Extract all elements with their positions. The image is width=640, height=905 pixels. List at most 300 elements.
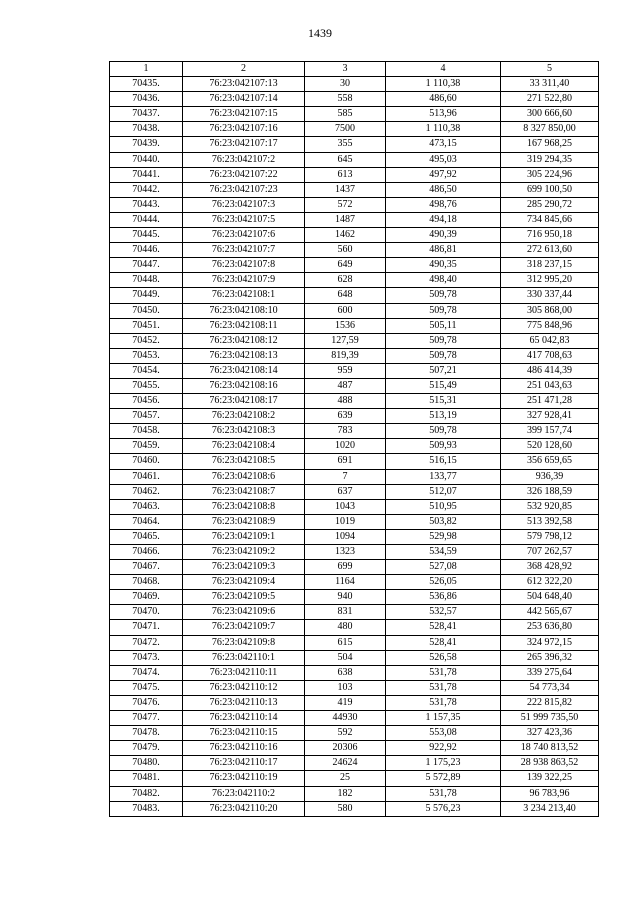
row-number-cell: 70442. bbox=[110, 182, 183, 197]
value-cell: 486 414,39 bbox=[501, 363, 599, 378]
cadastral-number-cell: 76:23:042108:4 bbox=[183, 439, 305, 454]
area-cell: 182 bbox=[305, 786, 386, 801]
row-number-cell: 70483. bbox=[110, 801, 183, 816]
area-cell: 487 bbox=[305, 378, 386, 393]
row-number-cell: 70472. bbox=[110, 635, 183, 650]
row-number-cell: 70449. bbox=[110, 288, 183, 303]
area-cell: 1487 bbox=[305, 212, 386, 227]
table-row bbox=[110, 635, 599, 650]
value-cell: 339 275,64 bbox=[501, 665, 599, 680]
row-number-cell: 70482. bbox=[110, 786, 183, 801]
table-row bbox=[110, 152, 599, 167]
cadastral-number-cell: 76:23:042108:12 bbox=[183, 333, 305, 348]
page-number: 1439 bbox=[308, 26, 332, 40]
row-number-cell: 70443. bbox=[110, 197, 183, 212]
row-number-cell: 70444. bbox=[110, 212, 183, 227]
header-col-1: 1 bbox=[110, 62, 183, 77]
rate-cell: 509,93 bbox=[386, 439, 501, 454]
cadastral-number-cell: 76:23:042108:13 bbox=[183, 348, 305, 363]
row-number-cell: 70474. bbox=[110, 665, 183, 680]
rate-cell: 473,15 bbox=[386, 137, 501, 152]
area-cell: 572 bbox=[305, 197, 386, 212]
value-cell: 222 815,82 bbox=[501, 695, 599, 710]
cadastral-number-cell: 76:23:042107:6 bbox=[183, 228, 305, 243]
area-cell: 649 bbox=[305, 258, 386, 273]
row-number-cell: 70452. bbox=[110, 333, 183, 348]
row-number-cell: 70465. bbox=[110, 529, 183, 544]
cadastral-number-cell: 76:23:042109:6 bbox=[183, 605, 305, 620]
value-cell: 65 042,83 bbox=[501, 333, 599, 348]
value-cell: 775 848,96 bbox=[501, 318, 599, 333]
row-number-cell: 70467. bbox=[110, 560, 183, 575]
area-cell: 1043 bbox=[305, 499, 386, 514]
table-row bbox=[110, 484, 599, 499]
table-row bbox=[110, 680, 599, 695]
rate-cell: 922,92 bbox=[386, 741, 501, 756]
value-cell: 356 659,65 bbox=[501, 454, 599, 469]
area-cell: 783 bbox=[305, 424, 386, 439]
rate-cell: 494,18 bbox=[386, 212, 501, 227]
row-number-cell: 70480. bbox=[110, 756, 183, 771]
area-cell: 419 bbox=[305, 695, 386, 710]
table-row bbox=[110, 137, 599, 152]
value-cell: 936,39 bbox=[501, 469, 599, 484]
table-row bbox=[110, 786, 599, 801]
rate-cell: 490,35 bbox=[386, 258, 501, 273]
value-cell: 612 322,20 bbox=[501, 575, 599, 590]
area-cell: 44930 bbox=[305, 711, 386, 726]
table-row bbox=[110, 695, 599, 710]
rate-cell: 526,05 bbox=[386, 575, 501, 590]
cadastral-number-cell: 76:23:042108:1 bbox=[183, 288, 305, 303]
rate-cell: 509,78 bbox=[386, 288, 501, 303]
value-cell: 579 798,12 bbox=[501, 529, 599, 544]
rate-cell: 509,78 bbox=[386, 348, 501, 363]
cadastral-number-cell: 76:23:042107:13 bbox=[183, 77, 305, 92]
table-row bbox=[110, 590, 599, 605]
cadastral-number-cell: 76:23:042108:8 bbox=[183, 499, 305, 514]
row-number-cell: 70441. bbox=[110, 167, 183, 182]
value-cell: 251 043,63 bbox=[501, 378, 599, 393]
rate-cell: 5 576,23 bbox=[386, 801, 501, 816]
cadastral-number-cell: 76:23:042108:7 bbox=[183, 484, 305, 499]
header-col-4: 4 bbox=[386, 62, 501, 77]
area-cell: 615 bbox=[305, 635, 386, 650]
value-cell: 327 423,36 bbox=[501, 726, 599, 741]
value-cell: 28 938 863,52 bbox=[501, 756, 599, 771]
row-number-cell: 70463. bbox=[110, 499, 183, 514]
value-cell: 330 337,44 bbox=[501, 288, 599, 303]
value-cell: 399 157,74 bbox=[501, 424, 599, 439]
value-cell: 285 290,72 bbox=[501, 197, 599, 212]
cadastral-number-cell: 76:23:042109:2 bbox=[183, 545, 305, 560]
cadastral-number-cell: 76:23:042108:10 bbox=[183, 303, 305, 318]
value-cell: 33 311,40 bbox=[501, 77, 599, 92]
area-cell: 480 bbox=[305, 620, 386, 635]
row-number-cell: 70459. bbox=[110, 439, 183, 454]
cadastral-number-cell: 76:23:042107:3 bbox=[183, 197, 305, 212]
cadastral-number-cell: 76:23:042109:5 bbox=[183, 590, 305, 605]
value-cell: 327 928,41 bbox=[501, 409, 599, 424]
area-cell: 648 bbox=[305, 288, 386, 303]
cadastral-number-cell: 76:23:042107:16 bbox=[183, 122, 305, 137]
value-cell: 271 522,80 bbox=[501, 92, 599, 107]
row-number-cell: 70454. bbox=[110, 363, 183, 378]
area-cell: 940 bbox=[305, 590, 386, 605]
cadastral-number-cell: 76:23:042107:14 bbox=[183, 92, 305, 107]
row-number-cell: 70461. bbox=[110, 469, 183, 484]
cadastral-number-cell: 76:23:042108:11 bbox=[183, 318, 305, 333]
value-cell: 251 471,28 bbox=[501, 394, 599, 409]
cadastral-number-cell: 76:23:042107:15 bbox=[183, 107, 305, 122]
cadastral-number-cell: 76:23:042110:1 bbox=[183, 650, 305, 665]
rate-cell: 516,15 bbox=[386, 454, 501, 469]
cadastral-number-cell: 76:23:042109:3 bbox=[183, 560, 305, 575]
row-number-cell: 70450. bbox=[110, 303, 183, 318]
value-cell: 54 773,34 bbox=[501, 680, 599, 695]
rate-cell: 486,60 bbox=[386, 92, 501, 107]
table-header bbox=[110, 62, 599, 77]
rate-cell: 532,57 bbox=[386, 605, 501, 620]
row-number-cell: 70453. bbox=[110, 348, 183, 363]
cadastral-number-cell: 76:23:042108:3 bbox=[183, 424, 305, 439]
rate-cell: 505,11 bbox=[386, 318, 501, 333]
header-row bbox=[110, 62, 599, 77]
rate-cell: 5 572,89 bbox=[386, 771, 501, 786]
cadastral-number-cell: 76:23:042108:17 bbox=[183, 394, 305, 409]
area-cell: 592 bbox=[305, 726, 386, 741]
rate-cell: 1 110,38 bbox=[386, 122, 501, 137]
rate-cell: 1 110,38 bbox=[386, 77, 501, 92]
row-number-cell: 70446. bbox=[110, 243, 183, 258]
area-cell: 1462 bbox=[305, 228, 386, 243]
table-row bbox=[110, 303, 599, 318]
cadastral-number-cell: 76:23:042108:5 bbox=[183, 454, 305, 469]
table-row bbox=[110, 650, 599, 665]
cadastral-number-cell: 76:23:042109:8 bbox=[183, 635, 305, 650]
cadastral-number-cell: 76:23:042107:8 bbox=[183, 258, 305, 273]
rate-cell: 536,86 bbox=[386, 590, 501, 605]
table-row bbox=[110, 439, 599, 454]
area-cell: 103 bbox=[305, 680, 386, 695]
value-cell: 532 920,85 bbox=[501, 499, 599, 514]
value-cell: 8 327 850,00 bbox=[501, 122, 599, 137]
row-number-cell: 70435. bbox=[110, 77, 183, 92]
area-cell: 488 bbox=[305, 394, 386, 409]
table-row bbox=[110, 620, 599, 635]
table-row bbox=[110, 378, 599, 393]
area-cell: 1020 bbox=[305, 439, 386, 454]
table-row bbox=[110, 665, 599, 680]
area-cell: 1437 bbox=[305, 182, 386, 197]
row-number-cell: 70440. bbox=[110, 152, 183, 167]
table-row bbox=[110, 801, 599, 816]
area-cell: 1019 bbox=[305, 514, 386, 529]
table-row bbox=[110, 333, 599, 348]
area-cell: 585 bbox=[305, 107, 386, 122]
row-number-cell: 70481. bbox=[110, 771, 183, 786]
value-cell: 319 294,35 bbox=[501, 152, 599, 167]
value-cell: 318 237,15 bbox=[501, 258, 599, 273]
value-cell: 272 613,60 bbox=[501, 243, 599, 258]
rate-cell: 1 175,23 bbox=[386, 756, 501, 771]
cadastral-number-cell: 76:23:042108:14 bbox=[183, 363, 305, 378]
area-cell: 831 bbox=[305, 605, 386, 620]
value-cell: 504 648,40 bbox=[501, 590, 599, 605]
table-row bbox=[110, 741, 599, 756]
value-cell: 699 100,50 bbox=[501, 182, 599, 197]
table-row bbox=[110, 212, 599, 227]
rate-cell: 528,41 bbox=[386, 635, 501, 650]
value-cell: 442 565,67 bbox=[501, 605, 599, 620]
row-number-cell: 70477. bbox=[110, 711, 183, 726]
header-col-5: 5 bbox=[501, 62, 599, 77]
table-row bbox=[110, 545, 599, 560]
rate-cell: 486,81 bbox=[386, 243, 501, 258]
table-row bbox=[110, 529, 599, 544]
row-number-cell: 70439. bbox=[110, 137, 183, 152]
row-number-cell: 70438. bbox=[110, 122, 183, 137]
area-cell: 1094 bbox=[305, 529, 386, 544]
row-number-cell: 70458. bbox=[110, 424, 183, 439]
value-cell: 312 995,20 bbox=[501, 273, 599, 288]
table-row bbox=[110, 243, 599, 258]
area-cell: 7 bbox=[305, 469, 386, 484]
value-cell: 716 950,18 bbox=[501, 228, 599, 243]
cadastral-number-cell: 76:23:042108:16 bbox=[183, 378, 305, 393]
table-row bbox=[110, 771, 599, 786]
value-cell: 734 845,66 bbox=[501, 212, 599, 227]
rate-cell: 531,78 bbox=[386, 786, 501, 801]
rate-cell: 526,58 bbox=[386, 650, 501, 665]
area-cell: 1323 bbox=[305, 545, 386, 560]
rate-cell: 527,08 bbox=[386, 560, 501, 575]
cadastral-number-cell: 76:23:042109:4 bbox=[183, 575, 305, 590]
table-row bbox=[110, 182, 599, 197]
area-cell: 645 bbox=[305, 152, 386, 167]
table-row bbox=[110, 77, 599, 92]
cadastral-number-cell: 76:23:042110:12 bbox=[183, 680, 305, 695]
area-cell: 613 bbox=[305, 167, 386, 182]
row-number-cell: 70476. bbox=[110, 695, 183, 710]
header-col-3: 3 bbox=[305, 62, 386, 77]
value-cell: 300 666,60 bbox=[501, 107, 599, 122]
cadastral-number-cell: 76:23:042110:20 bbox=[183, 801, 305, 816]
cadastral-number-cell: 76:23:042110:17 bbox=[183, 756, 305, 771]
row-number-cell: 70466. bbox=[110, 545, 183, 560]
rate-cell: 515,31 bbox=[386, 394, 501, 409]
row-number-cell: 70460. bbox=[110, 454, 183, 469]
table-row bbox=[110, 348, 599, 363]
value-cell: 96 783,96 bbox=[501, 786, 599, 801]
table-row bbox=[110, 424, 599, 439]
cadastral-number-cell: 76:23:042110:19 bbox=[183, 771, 305, 786]
cadastral-number-cell: 76:23:042108:6 bbox=[183, 469, 305, 484]
table-row bbox=[110, 711, 599, 726]
table-body bbox=[110, 77, 599, 817]
area-cell: 819,39 bbox=[305, 348, 386, 363]
table-row bbox=[110, 499, 599, 514]
row-number-cell: 70451. bbox=[110, 318, 183, 333]
cadastral-number-cell: 76:23:042107:9 bbox=[183, 273, 305, 288]
rate-cell: 509,78 bbox=[386, 303, 501, 318]
table-row bbox=[110, 363, 599, 378]
area-cell: 600 bbox=[305, 303, 386, 318]
rate-cell: 534,59 bbox=[386, 545, 501, 560]
cadastral-number-cell: 76:23:042107:2 bbox=[183, 152, 305, 167]
area-cell: 558 bbox=[305, 92, 386, 107]
value-cell: 167 968,25 bbox=[501, 137, 599, 152]
value-cell: 520 128,60 bbox=[501, 439, 599, 454]
row-number-cell: 70475. bbox=[110, 680, 183, 695]
area-cell: 504 bbox=[305, 650, 386, 665]
cadastral-number-cell: 76:23:042107:22 bbox=[183, 167, 305, 182]
table-row bbox=[110, 605, 599, 620]
cadastral-number-cell: 76:23:042107:17 bbox=[183, 137, 305, 152]
value-cell: 305 868,00 bbox=[501, 303, 599, 318]
rate-cell: 553,08 bbox=[386, 726, 501, 741]
row-number-cell: 70455. bbox=[110, 378, 183, 393]
area-cell: 560 bbox=[305, 243, 386, 258]
table-row bbox=[110, 107, 599, 122]
table-row bbox=[110, 318, 599, 333]
rate-cell: 529,98 bbox=[386, 529, 501, 544]
area-cell: 959 bbox=[305, 363, 386, 378]
table-row bbox=[110, 288, 599, 303]
row-number-cell: 70473. bbox=[110, 650, 183, 665]
area-cell: 691 bbox=[305, 454, 386, 469]
table-row bbox=[110, 756, 599, 771]
cadastral-number-cell: 76:23:042108:2 bbox=[183, 409, 305, 424]
value-cell: 324 972,15 bbox=[501, 635, 599, 650]
row-number-cell: 70437. bbox=[110, 107, 183, 122]
area-cell: 637 bbox=[305, 484, 386, 499]
rate-cell: 531,78 bbox=[386, 680, 501, 695]
cadastral-number-cell: 76:23:042110:16 bbox=[183, 741, 305, 756]
rate-cell: 510,95 bbox=[386, 499, 501, 514]
table-row bbox=[110, 228, 599, 243]
value-cell: 707 262,57 bbox=[501, 545, 599, 560]
value-cell: 305 224,96 bbox=[501, 167, 599, 182]
rate-cell: 513,96 bbox=[386, 107, 501, 122]
row-number-cell: 70457. bbox=[110, 409, 183, 424]
area-cell: 20306 bbox=[305, 741, 386, 756]
row-number-cell: 70464. bbox=[110, 514, 183, 529]
table-row bbox=[110, 273, 599, 288]
rate-cell: 498,40 bbox=[386, 273, 501, 288]
area-cell: 628 bbox=[305, 273, 386, 288]
row-number-cell: 70456. bbox=[110, 394, 183, 409]
cadastral-number-cell: 76:23:042110:15 bbox=[183, 726, 305, 741]
cadastral-number-cell: 76:23:042107:23 bbox=[183, 182, 305, 197]
row-number-cell: 70478. bbox=[110, 726, 183, 741]
cadastral-number-cell: 76:23:042110:13 bbox=[183, 695, 305, 710]
value-cell: 513 392,58 bbox=[501, 514, 599, 529]
row-number-cell: 70445. bbox=[110, 228, 183, 243]
cadastral-number-cell: 76:23:042109:1 bbox=[183, 529, 305, 544]
table-row bbox=[110, 122, 599, 137]
rate-cell: 509,78 bbox=[386, 333, 501, 348]
rate-cell: 531,78 bbox=[386, 665, 501, 680]
rate-cell: 1 157,35 bbox=[386, 711, 501, 726]
area-cell: 639 bbox=[305, 409, 386, 424]
header-col-2: 2 bbox=[183, 62, 305, 77]
row-number-cell: 70471. bbox=[110, 620, 183, 635]
rate-cell: 528,41 bbox=[386, 620, 501, 635]
rate-cell: 497,92 bbox=[386, 167, 501, 182]
rate-cell: 133,77 bbox=[386, 469, 501, 484]
cadastral-number-cell: 76:23:042107:7 bbox=[183, 243, 305, 258]
value-cell: 265 396,32 bbox=[501, 650, 599, 665]
value-cell: 139 322,25 bbox=[501, 771, 599, 786]
row-number-cell: 70462. bbox=[110, 484, 183, 499]
row-number-cell: 70479. bbox=[110, 741, 183, 756]
value-cell: 417 708,63 bbox=[501, 348, 599, 363]
cadastral-number-cell: 76:23:042110:2 bbox=[183, 786, 305, 801]
value-cell: 326 188,59 bbox=[501, 484, 599, 499]
row-number-cell: 70447. bbox=[110, 258, 183, 273]
area-cell: 7500 bbox=[305, 122, 386, 137]
rate-cell: 512,07 bbox=[386, 484, 501, 499]
area-cell: 355 bbox=[305, 137, 386, 152]
rate-cell: 509,78 bbox=[386, 424, 501, 439]
value-cell: 3 234 213,40 bbox=[501, 801, 599, 816]
table-row bbox=[110, 454, 599, 469]
rate-cell: 486,50 bbox=[386, 182, 501, 197]
value-cell: 368 428,92 bbox=[501, 560, 599, 575]
cadastral-number-cell: 76:23:042107:5 bbox=[183, 212, 305, 227]
table-row bbox=[110, 514, 599, 529]
table-row bbox=[110, 197, 599, 212]
table-row bbox=[110, 726, 599, 741]
rate-cell: 490,39 bbox=[386, 228, 501, 243]
rate-cell: 515,49 bbox=[386, 378, 501, 393]
row-number-cell: 70448. bbox=[110, 273, 183, 288]
table-row bbox=[110, 394, 599, 409]
area-cell: 127,59 bbox=[305, 333, 386, 348]
cadastral-number-cell: 76:23:042110:11 bbox=[183, 665, 305, 680]
value-cell: 253 636,80 bbox=[501, 620, 599, 635]
rate-cell: 513,19 bbox=[386, 409, 501, 424]
table-row bbox=[110, 258, 599, 273]
rate-cell: 495,03 bbox=[386, 152, 501, 167]
cadastral-number-cell: 76:23:042109:7 bbox=[183, 620, 305, 635]
table-row bbox=[110, 409, 599, 424]
rate-cell: 531,78 bbox=[386, 695, 501, 710]
value-cell: 18 740 813,52 bbox=[501, 741, 599, 756]
area-cell: 699 bbox=[305, 560, 386, 575]
table-row bbox=[110, 560, 599, 575]
area-cell: 638 bbox=[305, 665, 386, 680]
cadastral-number-cell: 76:23:042110:14 bbox=[183, 711, 305, 726]
row-number-cell: 70470. bbox=[110, 605, 183, 620]
area-cell: 24624 bbox=[305, 756, 386, 771]
table-row bbox=[110, 92, 599, 107]
area-cell: 580 bbox=[305, 801, 386, 816]
value-cell: 51 999 735,50 bbox=[501, 711, 599, 726]
area-cell: 1164 bbox=[305, 575, 386, 590]
cadastral-number-cell: 76:23:042108:9 bbox=[183, 514, 305, 529]
rate-cell: 507,21 bbox=[386, 363, 501, 378]
rate-cell: 503,82 bbox=[386, 514, 501, 529]
area-cell: 30 bbox=[305, 77, 386, 92]
row-number-cell: 70436. bbox=[110, 92, 183, 107]
data-table bbox=[109, 61, 599, 817]
area-cell: 1536 bbox=[305, 318, 386, 333]
table-row bbox=[110, 167, 599, 182]
row-number-cell: 70468. bbox=[110, 575, 183, 590]
table-row bbox=[110, 469, 599, 484]
